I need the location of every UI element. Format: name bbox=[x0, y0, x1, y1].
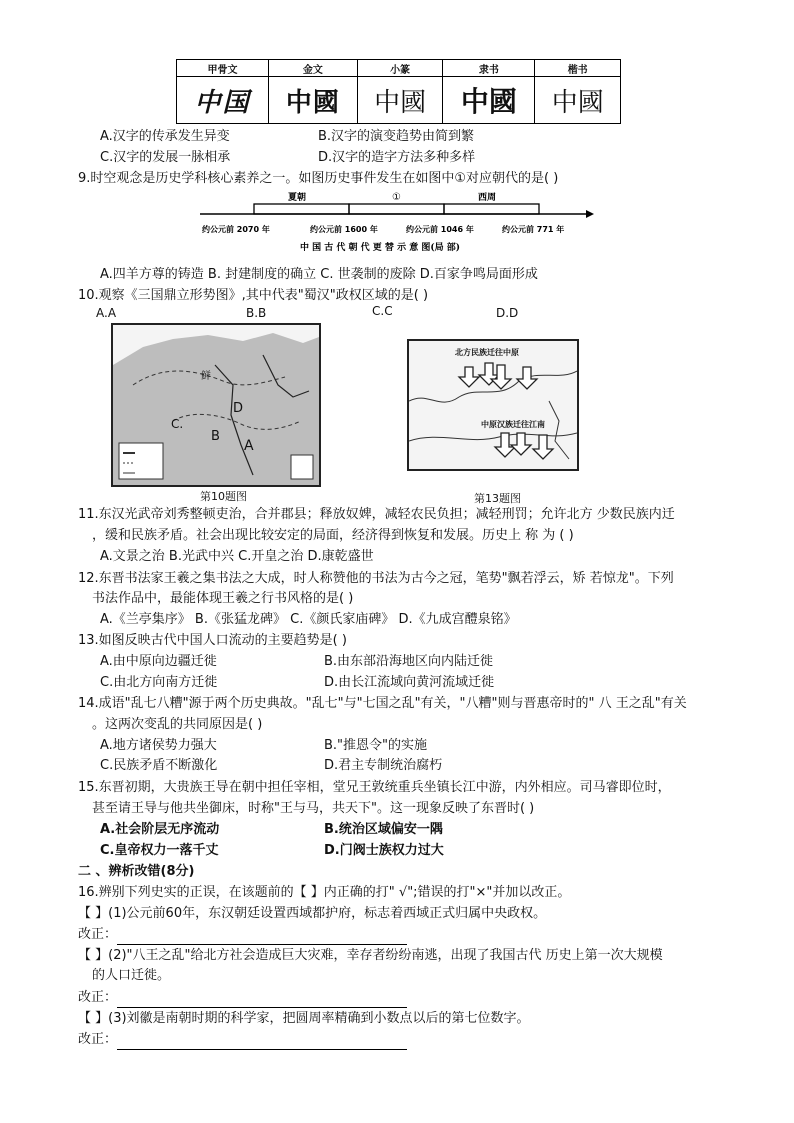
q16-item2-line1: 【 】(2)"八王之乱"给北方社会造成巨大灾难，幸存者纷纷南逃，出现了我国古代 历史上第一次大规模 bbox=[78, 948, 663, 963]
map-label-c: C. bbox=[171, 417, 184, 431]
south-migration-label: 中原汉族迁往江南 bbox=[481, 420, 545, 429]
correction-label: 改正： bbox=[78, 990, 118, 1005]
arrow-south bbox=[533, 435, 553, 459]
q8-option-c: C.汉字的发展一脉相承 bbox=[100, 150, 231, 165]
date-label: 约公元前 1046 年 bbox=[406, 225, 474, 234]
table-header: 楷书 bbox=[535, 60, 621, 77]
q13-option-b: B.由东部沿海地区向内陆迁徙 bbox=[324, 654, 494, 669]
migration-map bbox=[407, 339, 579, 471]
q14-option-d: D.君主专制统治腐朽 bbox=[324, 758, 443, 773]
dynasty-label: 西周 bbox=[478, 193, 497, 203]
timeline-caption: 中 国 古 代 朝 代 更 替 示 意 图(局 部) bbox=[300, 243, 460, 253]
q15-line2: 甚至请王导与他共坐御床，时称"王与马，共天下"。这一现象反映了东晋时( ) bbox=[92, 801, 535, 816]
q13-option-c: C.由北方向南方迁徙 bbox=[100, 675, 218, 690]
period-1 bbox=[349, 204, 444, 214]
q11-options: A.文景之治 B.光武中兴 C.开皇之治 D.康乾盛世 bbox=[100, 549, 374, 564]
q15-option-d: D.门阀士族权力过大 bbox=[324, 843, 444, 858]
q10-option-b: B.B bbox=[246, 306, 267, 320]
river-line bbox=[409, 433, 577, 441]
glyph-lishu: 中國 bbox=[460, 85, 517, 118]
q13-map-caption: 第13题图 bbox=[474, 492, 521, 505]
map-inset bbox=[291, 455, 313, 479]
script-evolution-table bbox=[176, 59, 621, 124]
dynasty-timeline bbox=[196, 190, 596, 260]
glyph-kaishu: 中國 bbox=[551, 87, 604, 118]
q16-item1: 【 】(1)公元前60年，东汉朝廷设置西域都护府，标志着西域正式归属中央政权。 bbox=[78, 906, 547, 921]
q10-option-a: A.A bbox=[96, 306, 117, 320]
glyph-cell bbox=[443, 77, 535, 124]
map-label-b: B bbox=[211, 429, 220, 444]
q14-option-b: B."推恩令"的实施 bbox=[324, 738, 428, 753]
arrow-south bbox=[517, 367, 537, 389]
q10-stem: 10.观察《三国鼎立形势图》,其中代表"蜀汉"政权区域的是( ) bbox=[78, 288, 429, 303]
q16-item2-line2: 的人口迁徙。 bbox=[92, 968, 171, 983]
correction-label: 改正： bbox=[78, 927, 118, 942]
q15-line1: 15.东晋初期，大贵族王导在朝中担任宰相，堂兄王敦统重兵坐镇长江中游，内外相应。司马睿即位时， bbox=[78, 780, 671, 795]
q16-item3: 【 】(3)刘徽是南朝时期的科学家，把圆周率精确到小数点以后的第七位数字。 bbox=[78, 1011, 530, 1026]
glyph-cell bbox=[177, 77, 269, 124]
north-arrows bbox=[459, 363, 537, 389]
q11-line2: ，缓和民族矛盾。社会出现比较安定的局面，经济得到恢复和发展。历史上 称 为 ( ) bbox=[92, 528, 574, 543]
correction-blank[interactable] bbox=[117, 1035, 407, 1050]
table-header: 小篆 bbox=[357, 60, 443, 77]
table-header: 隶书 bbox=[443, 60, 535, 77]
q14-option-a: A.地方诸侯势力强大 bbox=[100, 738, 217, 753]
map-label-xian: 鲜 bbox=[201, 371, 211, 382]
glyph-xiaozhuan: 中國 bbox=[374, 87, 427, 118]
map-drawing bbox=[409, 341, 577, 469]
correction-row-3 bbox=[78, 1030, 407, 1050]
period-xizhou bbox=[444, 204, 539, 214]
map-label-a: A bbox=[244, 438, 254, 454]
q12-line1: 12.东晋书法家王羲之集书法之大成，时人称赞他的书法为古今之冠，笔势"飘若浮云，矫 若惊龙"。下列 bbox=[78, 571, 674, 586]
q8-option-a: A.汉字的传承发生异变 bbox=[100, 129, 230, 144]
glyph-jiaguwen: 中国 bbox=[194, 87, 251, 118]
map-legend bbox=[119, 443, 163, 479]
timeline-arrow bbox=[586, 210, 594, 218]
table-header: 金文 bbox=[269, 60, 358, 77]
q16-instruction: 16.辨别下列史实的正误，在该题前的【 】内正确的打" √";错误的打"×"并加以改正。 bbox=[78, 885, 571, 900]
q8-option-b: B.汉字的演变趋势由简到繁 bbox=[318, 129, 475, 144]
q14-option-c: C.民族矛盾不断激化 bbox=[100, 758, 218, 773]
section2-heading: 二 、辨析改错(8分) bbox=[78, 864, 195, 879]
arrow-south bbox=[511, 433, 531, 455]
north-migration-label: 北方民族迁往中原 bbox=[455, 348, 519, 357]
correction-row-1 bbox=[78, 925, 407, 945]
dynasty-label: ① bbox=[392, 192, 401, 203]
date-label: 约公元前 771 年 bbox=[502, 225, 565, 234]
correction-label: 改正： bbox=[78, 1032, 118, 1047]
period-xia bbox=[254, 204, 349, 214]
q14-line2: 。这两次变乱的共同原因是( ) bbox=[92, 717, 263, 732]
q9-options: A.四羊方尊的铸造 B. 封建制度的确立 C. 世袭制的废除 D.百家争鸣局面形成 bbox=[100, 267, 538, 282]
q9-stem: 9.时空观念是历史学科核心素养之一。如图历史事件发生在如图中①对应朝代的是( ) bbox=[78, 171, 559, 186]
q13-option-d: D.由长江流域向黄河流域迁徙 bbox=[324, 675, 495, 690]
arrow-south bbox=[459, 367, 479, 387]
q10-option-c: C.C bbox=[372, 304, 393, 318]
correction-blank[interactable] bbox=[117, 993, 407, 1008]
date-label: 约公元前 2070 年 bbox=[202, 225, 270, 234]
map-drawing bbox=[113, 325, 319, 485]
q15-option-c: C.皇帝权力一落千丈 bbox=[100, 843, 219, 858]
q11-line1: 11.东汉光武帝刘秀整顿吏治，合并郡县；释放奴婢，减轻农民负担；减轻刑罚；允许北方 少数民族内迁 bbox=[78, 507, 675, 522]
date-label: 约公元前 1600 年 bbox=[310, 225, 378, 234]
q8-option-d: D.汉字的造字方法多种多样 bbox=[318, 150, 476, 165]
three-kingdoms-map bbox=[111, 323, 321, 487]
south-arrows bbox=[495, 433, 553, 459]
q15-option-a: A.社会阶层无序流动 bbox=[100, 822, 220, 837]
q13-stem: 13.如图反映古代中国人口流动的主要趋势是( ) bbox=[78, 633, 347, 648]
q12-options: A.《兰亭集序》 B.《张猛龙碑》 C.《颜氏家庙碑》 D.《九成宫醴泉铭》 bbox=[100, 612, 517, 627]
q13-option-a: A.由中原向边疆迁徙 bbox=[100, 654, 217, 669]
table-header: 甲骨文 bbox=[177, 60, 269, 77]
q10-map-caption: 第10题图 bbox=[200, 490, 247, 503]
q14-line1: 14.成语"乱七八糟"源于两个历史典故。"乱七"与"七国之乱"有关，"八糟"则与晋惠帝时的" 八 王之乱"有关 bbox=[78, 696, 687, 711]
glyph-cell bbox=[269, 77, 358, 124]
q10-option-d: D.D bbox=[496, 306, 519, 320]
q12-line2: 书法作品中，最能体现王羲之行书风格的是( ) bbox=[92, 591, 354, 606]
map-label-d: D bbox=[233, 401, 244, 416]
q15-option-b: B.统治区域偏安一隅 bbox=[324, 822, 443, 837]
correction-row-2 bbox=[78, 988, 407, 1008]
dynasty-label: 夏朝 bbox=[288, 193, 307, 203]
glyph-cell bbox=[357, 77, 443, 124]
glyph-jinwen: 中國 bbox=[285, 87, 340, 118]
correction-blank[interactable] bbox=[117, 930, 407, 945]
glyph-cell bbox=[535, 77, 621, 124]
